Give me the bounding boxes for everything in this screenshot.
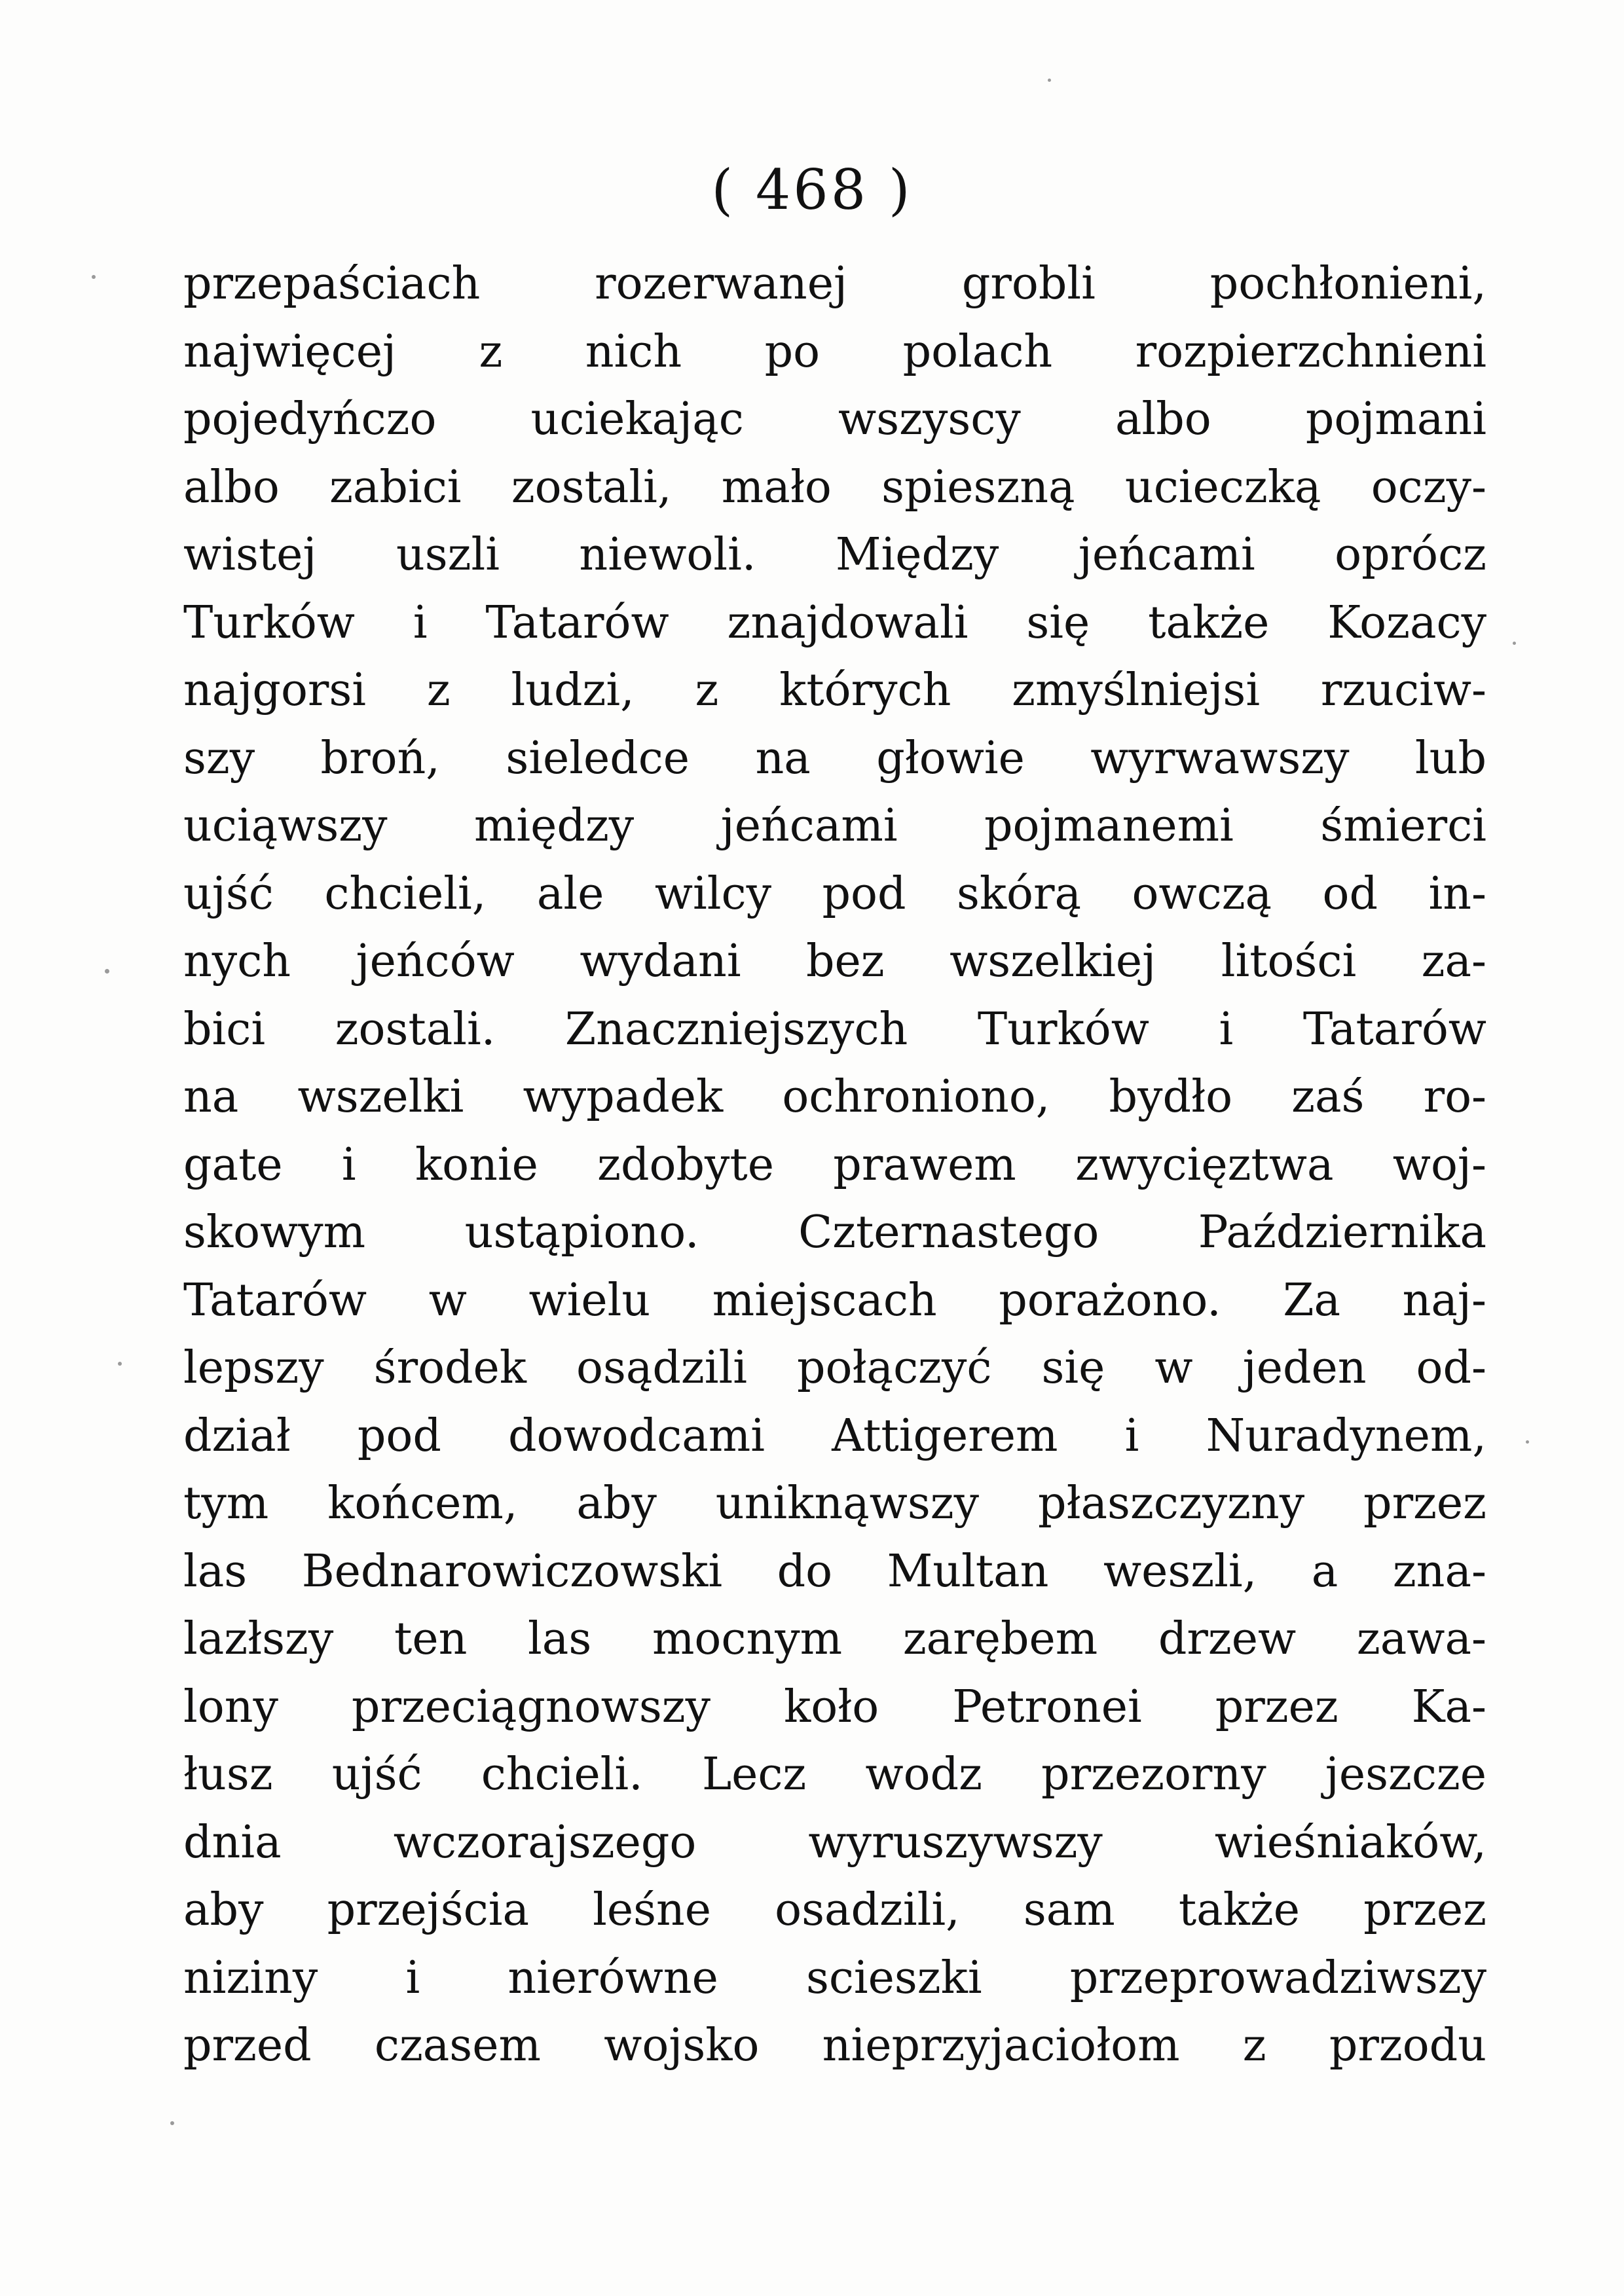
text-line: dział pod dowodcami Attigerem i Nuradynem, bbox=[183, 1410, 1486, 1462]
text-line: lazłszy ten las mocnym zarębem drzew zawa- bbox=[183, 1613, 1486, 1665]
text-line: najgorsi z ludzi, z których zmyślniejsi rzuciw- bbox=[183, 665, 1486, 716]
text-line: szy broń, sieledce na głowie wyrwawszy lub bbox=[183, 732, 1486, 784]
text-line: na wszelki wypadek ochroniono, bydło zaś ro- bbox=[183, 1071, 1486, 1123]
text-line: dnia wczorajszego wyruszywszy wieśniaków, bbox=[183, 1816, 1486, 1868]
text-line: najwięcej z nich po polach rozpierzchnieni bbox=[183, 325, 1486, 378]
paper-speck bbox=[118, 1362, 122, 1366]
text-line: Tatarów w wielu miejscach porażono. Za naj- bbox=[183, 1274, 1486, 1326]
text-line: gate i konie zdobyte prawem zwycięztwa woj- bbox=[183, 1139, 1486, 1191]
text-line: przepaściach rozerwanej grobli pochłonieni, bbox=[183, 258, 1486, 310]
text-line: aby przejścia leśne osadzili, sam także przez bbox=[183, 1884, 1486, 1936]
paper-speck bbox=[92, 275, 96, 279]
text-line: skowym ustąpiono. Czternastego Października bbox=[183, 1207, 1486, 1258]
text-line: łusz ujść chcieli. Lecz wodz przezorny jeszcze bbox=[183, 1749, 1486, 1800]
paper-speck bbox=[1513, 642, 1516, 645]
paper-speck bbox=[1526, 1440, 1529, 1444]
paper-speck bbox=[105, 969, 109, 974]
text-line: pojedyńczo uciekając wszyscy albo pojmani bbox=[183, 393, 1486, 445]
text-line: bici zostali. Znaczniejszych Turków i Tatarów bbox=[183, 1003, 1486, 1055]
text-line: Turków i Tatarów znajdowali się także Kozacy bbox=[183, 596, 1486, 649]
text-line: lony przeciągnowszy koło Petronei przez Ka- bbox=[183, 1681, 1486, 1733]
text-line: las Bednarowiczowski do Multan weszli, a zna- bbox=[183, 1545, 1486, 1597]
text-line: niziny i nierówne scieszki przeprowadziwszy bbox=[183, 1952, 1486, 2004]
text-line: lepszy środek osądzili połączyć się w jeden od- bbox=[183, 1342, 1486, 1394]
body-text bbox=[183, 250, 1486, 2080]
text-line: albo zabici zostali, mało spieszną ucieczką oczy- bbox=[183, 461, 1486, 513]
paper-speck bbox=[170, 2121, 174, 2125]
text-line: uciąwszy między jeńcami pojmanemi śmierci bbox=[183, 800, 1486, 852]
text-line: ujść chcieli, ale wilcy pod skórą owczą od in- bbox=[183, 867, 1486, 920]
page-number: ( 468 ) bbox=[711, 158, 913, 222]
text-line: nych jeńców wydani bez wszelkiej litości za- bbox=[183, 936, 1486, 987]
text-line: tym końcem, aby uniknąwszy płaszczyzny przez bbox=[183, 1478, 1486, 1529]
paper-speck bbox=[1048, 79, 1051, 82]
text-line: wistej uszli niewoli. Między jeńcami oprócz bbox=[183, 529, 1486, 581]
text-line: przed czasem wojsko nieprzyjaciołom z przodu bbox=[183, 2020, 1486, 2071]
